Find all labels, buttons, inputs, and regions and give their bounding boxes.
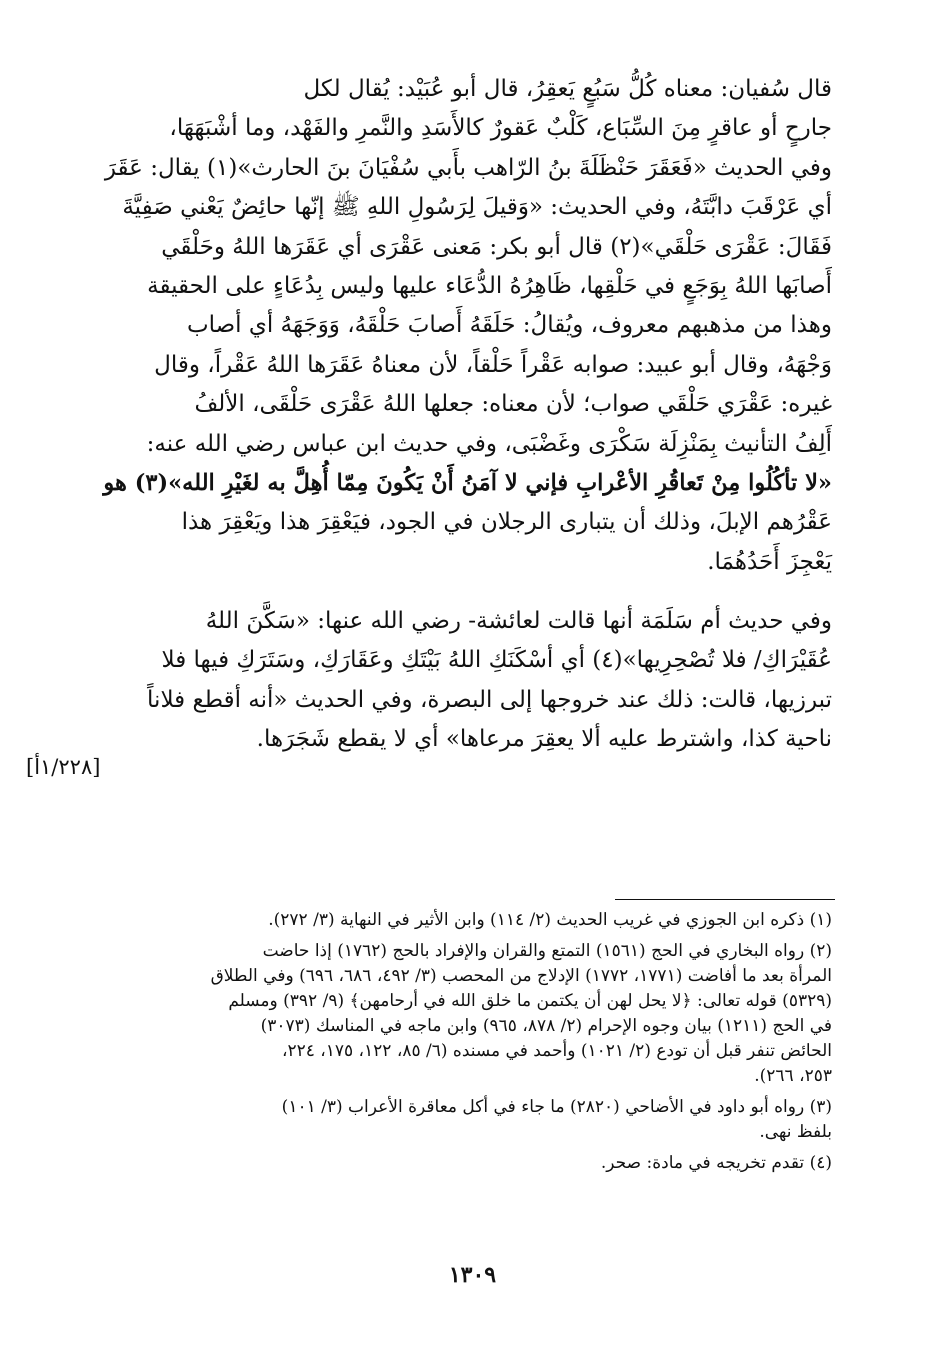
text-line: أي عَرْقَبَ دابَّتَهُ، وفي الحديث: «وَقيلَ لِرَسُولِ اللهِ ﷺ إنّها حائِضٌ يَعْني صَفِيَّةَ — [122, 194, 832, 221]
main-text — [92, 70, 832, 760]
footnote-line: (٥٣٢٩) قوله تعالى: ﴿لا يحل لهن أن يكتمن ما خلق الله في أرحامهن﴾ (٩/ ٣٩٢) ومسلم — [228, 991, 832, 1011]
paragraph-gap — [92, 582, 832, 602]
text-line: وفي الحديث «فَعَقَرَ حَنْظَلَةَ بنُ الرّاهب بأَبي سُفْيَانَ بنَ الحارث»(١) يقال: عَقَرَ — [104, 154, 832, 181]
footnote-separator — [615, 899, 835, 900]
text-line: وهذا من مذهبهم معروف، ويُقالُ: حَلَقَهُ أَصابَ حَلْقَهُ، وَوَجَهَهُ أي أصاب — [186, 312, 832, 339]
paragraph-2 — [92, 602, 832, 760]
footnote-line: (٣) رواه أبو داود في الأضاحي (٢٨٢٠) ما جاء في أكل معاقرة الأعراب (٣/ ١٠١) — [281, 1097, 832, 1117]
text-line: عَقْرُهم الإبلَ، وذلك أن يتبارى الرجلان في الجود، فيَعْقِرَ هذا ويَعْقِرَ هذا — [181, 509, 832, 536]
text-line: يَعْجِزَ أَحَدُهُمَا. — [707, 548, 832, 575]
footnote-line: ٢٥٣، ٢٦٦). — [754, 1066, 832, 1086]
footnote-line: المرأة بعد ما أفاضت (١٧٧١، ١٧٧٢) الإدلاج من المحصب (٣/ ٤٩٢، ٦٨٦، ٦٩٦) وفي الطلاق — [210, 966, 832, 986]
text-line: غيره: عَقْرَي حَلْقَي صواب؛ لأن معناه: جعلها اللهُ عَقْرَى حَلْقَى، الألفُ — [194, 391, 832, 418]
footnote-3 — [92, 1095, 832, 1145]
text-line: ناحية كذا، واشترط عليه ألا يعقِرَ مرعاها» أي لا يقطع شَجَرَها. — [256, 726, 832, 753]
footnote-line: (١) ذكره ابن الجوزي في غريب الحديث (٢/ ١١٤) وابن الأثير في النهاية (٣/ ٢٧٢). — [268, 910, 832, 930]
footnote-1 — [92, 908, 832, 933]
text-line: جارحٍ أو عاقرٍ مِنَ السِّبَاع، كَلْبٌ عَقورٌ كالأَسَدِ والنَّمرِ والفَهْد، وما أشْبَهَهَا، — [169, 115, 832, 142]
footnote-2 — [92, 939, 832, 1089]
text-line: تبرزيها، قالت: ذلك عند خروجها إلى البصرة، وفي الحديث «أنه أقطع فلاناً — [147, 686, 832, 713]
text-line: أَصابَها اللهُ بِوَجَعٍ في حَلْقِها، ظَاهِرُهُ الدُّعَاء عليها وليس بِدُعَاءٍ على الحقيقة — [147, 272, 832, 299]
text-line: أَلِفُ التأنيث بِمَنْزِلَة سَكْرَى وغَضْبَى، وفي حديث ابن عباس رضي الله عنه: — [146, 430, 832, 457]
manuscript-folio-reference: [١/٢٢٨أ] — [26, 755, 101, 779]
footnote-line: في الحج (١٢١١) بيان وجوه الإحرام (٢/ ٨٧٨، ٩٦٥) وابن ماجه في المناسك (٣٠٧٣) — [260, 1016, 832, 1036]
text-line: قال سُفيان: معناه كُلُّ سَبُعٍ يَعقِرُ، قال أبو عُبَيْد: يُقال لكل — [303, 76, 832, 102]
text-line: وفي حديث أم سَلَمَة أنها قالت لعائشة- رضي الله عنها: «سَكَّنَ اللهُ — [205, 608, 832, 635]
footnote-line: الحائض تنفر قبل أن تودع (٢/ ١٠٢١) وأحمد في مسنده (٦/ ٨٥، ١٢٢، ١٧٥، ٢٢٤، — [281, 1041, 832, 1061]
footnotes — [92, 908, 832, 1176]
paragraph-1 — [92, 70, 832, 582]
footnote-line: بلفظ نهى. — [759, 1122, 832, 1142]
text-line: وَجْهَهُ، وقال أبو عبيد: صوابه عَقْراً حَلْقاً، لأن معناهُ عَقَرَها اللهُ عَقْراً، وقال — [154, 351, 832, 378]
footnote-4 — [92, 1151, 832, 1176]
footnote-line: (٤) تقدم تخريجه في مادة: صحر. — [600, 1153, 832, 1173]
text-line: فَقَالَ: عَقْرَى حَلْقَي»(٢) قال أبو بكر: مَعنى عَقْرَى أي عَقَرَها اللهُ وحَلْقَي — [161, 233, 832, 260]
text-line: «لا تأكُلُوا مِنْ تَعاقُرِ الأعْرابِ فإني لا آمَنُ أَنْ يَكُونَ مِمّا أُهِلَّ به لغَيْرِ الله»(٣) هو — [103, 469, 832, 496]
footnote-line: (٢) رواه البخاري في الحج (١٥٦١) التمتع والقران والإفراد بالحج (١٧٦٢) إذا حاضت — [262, 941, 832, 961]
page-number: ١٣٠٩ — [448, 1262, 497, 1288]
text-line: عُقَيْرَاكِ/ فلا تُصْحِرِيها»(٤) أي أسْكَنَكِ اللهُ بَيْتَكِ وعَقَارَكِ، وسَتَرَكِ فيها فلا — [161, 647, 832, 674]
